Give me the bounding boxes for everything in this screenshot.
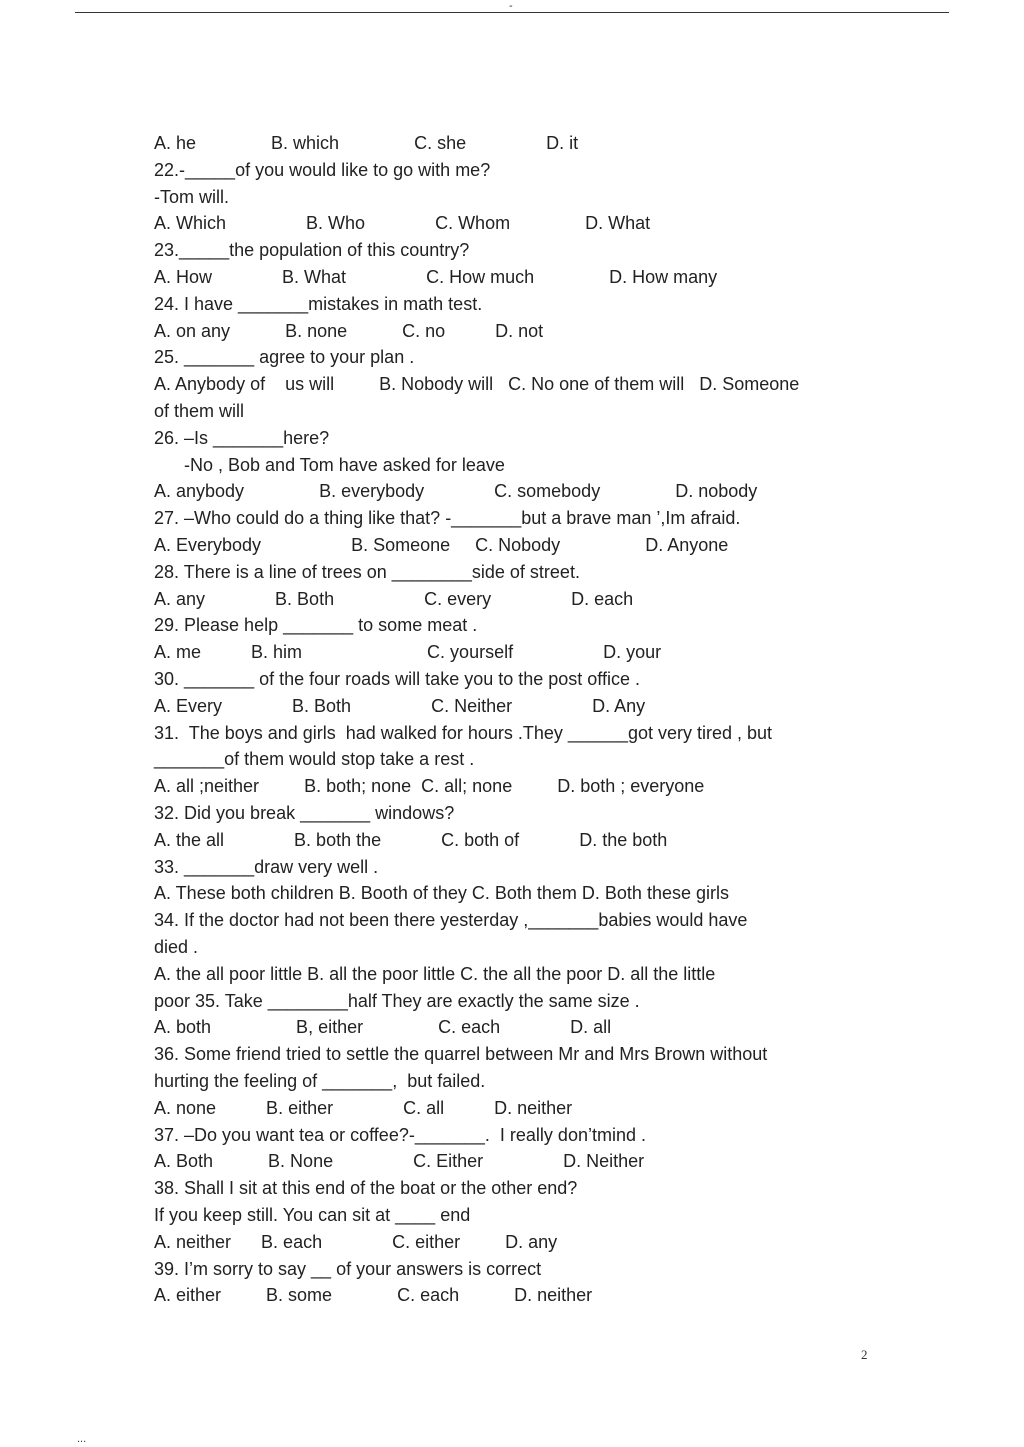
text-line: A. anybody B. everybody C. somebody D. nobody: [154, 481, 758, 502]
text-line: 32. Did you break _______ windows?: [154, 803, 455, 823]
text-line: A. Every B. Both C. Neither D. Any: [154, 695, 646, 716]
text-line: 29. Please help _______ to some meat .: [154, 615, 478, 636]
text-line: 38. Shall I sit at this end of the boat or the other end?: [154, 1178, 578, 1199]
text-line: _______of them would stop take a rest .: [154, 749, 475, 770]
text-line: A. Which B. Who C. Whom D. What: [154, 213, 651, 234]
text-line: A. the all poor little B. all the poor little C. the all the poor D. all the little: [154, 963, 716, 984]
text-line: A. none B. either C. all D. neither: [154, 1097, 573, 1118]
text-line: hurting the feeling of _______, but failed.: [154, 1071, 486, 1091]
text-line: 26. –Is _______here?: [154, 427, 330, 448]
text-line: 27. –Who could do a thing like that? -_______but a brave man ’,Im afraid.: [154, 508, 741, 529]
text-line: A. either B. some C. each D. neither: [154, 1285, 593, 1306]
text-line: 23._____the population of this country?: [154, 240, 470, 261]
text-line: died .: [154, 937, 199, 957]
text-line: 33. _______draw very well .: [154, 856, 379, 877]
page-number: 2: [861, 1347, 868, 1362]
text-line: 25. _______ agree to your plan .: [154, 347, 415, 368]
text-line: If you keep still. You can sit at ____ end: [154, 1205, 471, 1225]
footer-mark: ...: [77, 1433, 87, 1445]
text-line: A. the all B. both the C. both of D. the both: [154, 829, 668, 850]
text-line: A. all ;neither B. both; none C. all; none D. both ; everyone: [154, 776, 705, 797]
text-line: 28. There is a line of trees on ________side of street.: [154, 561, 580, 582]
text-line: A. both B, either C. each D. all: [154, 1017, 612, 1038]
header-mark: -: [509, 0, 513, 12]
text-line: A. Anybody of us will B. Nobody will C. No one of them will D. Someone: [154, 374, 800, 395]
text-line: 39. I’m sorry to say __ of your answers is correct: [154, 1258, 542, 1279]
text-line: A. me B. him C. yourself D. your: [154, 642, 662, 663]
text-line: A. neither B. each C. either D. any: [154, 1231, 558, 1252]
text-line: -Tom will.: [154, 186, 229, 207]
text-line: 24. I have _______mistakes in math test.: [154, 293, 483, 314]
text-line: 34. If the doctor had not been there yesterday ,_______babies would have: [154, 910, 748, 931]
text-line: 37. –Do you want tea or coffee?-_______. I really don’tmind .: [154, 1124, 646, 1145]
text-line: -No , Bob and Tom have asked for leave: [154, 454, 505, 475]
text-line: 22.-_____of you would like to go with me?: [154, 159, 491, 180]
text-line: 36. Some friend tried to settle the quarrel between Mr and Mrs Brown without: [154, 1044, 768, 1065]
text-line: A. Both B. None C. Either D. Neither: [154, 1151, 645, 1172]
text-line: A. How B. What C. How much D. How many: [154, 267, 718, 287]
text-line: A. These both children B. Booth of they C. Both them D. Both these girls: [154, 883, 729, 904]
text-line: poor 35. Take ________half They are exactly the same size .: [154, 990, 640, 1011]
text-line: of them will: [154, 401, 245, 421]
header-rule: [75, 12, 949, 13]
text-line: A. he B. which C. she D. it: [154, 133, 579, 153]
text-line: 30. _______ of the four roads will take you to the post office .: [154, 669, 640, 689]
text-line: 31. The boys and girls had walked for hours .They ______got very tired , but: [154, 722, 773, 743]
text-line: A. Everybody B. Someone C. Nobody D. Anyone: [154, 535, 729, 555]
text-line: A. any B. Both C. every D. each: [154, 588, 634, 609]
text-line: A. on any B. none C. no D. not: [154, 320, 544, 341]
